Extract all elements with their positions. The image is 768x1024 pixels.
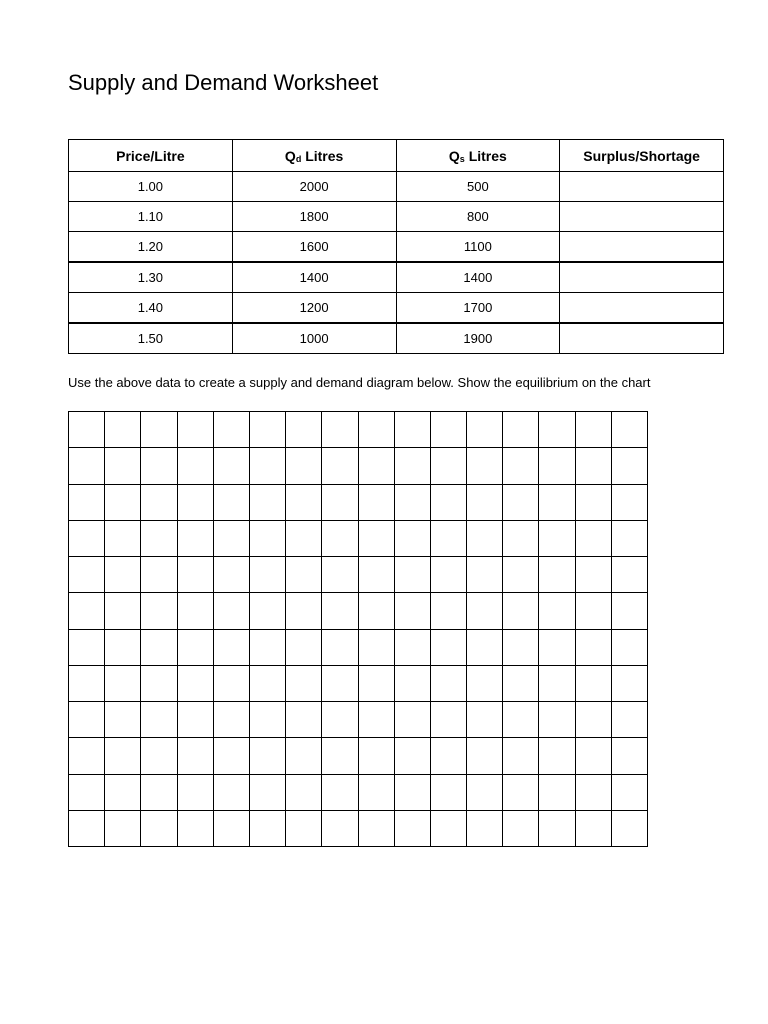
grid-cell[interactable]	[141, 665, 177, 701]
header-surplus-shortage: Surplus/Shortage	[560, 140, 724, 172]
grid-cell[interactable]	[430, 702, 466, 738]
grid-cell[interactable]	[322, 557, 358, 593]
grid-cell[interactable]	[177, 774, 213, 810]
grid-cell[interactable]	[539, 629, 575, 665]
grid-cell[interactable]	[249, 702, 285, 738]
grid-cell[interactable]	[611, 665, 647, 701]
table-row	[69, 232, 724, 263]
grid-cell[interactable]	[467, 412, 503, 448]
grid-cell[interactable]	[394, 448, 430, 484]
grid-cell[interactable]	[394, 810, 430, 846]
grid-cell[interactable]	[467, 520, 503, 556]
grid-cell[interactable]	[177, 738, 213, 774]
grid-cell[interactable]	[430, 593, 466, 629]
grid-row	[69, 520, 648, 556]
grid-cell[interactable]	[141, 593, 177, 629]
grid-cell[interactable]	[611, 412, 647, 448]
price-cell: 1.00	[69, 172, 233, 202]
grid-cell[interactable]	[358, 412, 394, 448]
grid-cell[interactable]	[394, 484, 430, 520]
grid-cell[interactable]	[213, 412, 249, 448]
grid-cell[interactable]	[611, 702, 647, 738]
grid-cell[interactable]	[177, 448, 213, 484]
grid-cell[interactable]	[69, 520, 105, 556]
grid-row	[69, 484, 648, 520]
grid-cell[interactable]	[322, 810, 358, 846]
grid-cell[interactable]	[430, 810, 466, 846]
grid-cell[interactable]	[611, 774, 647, 810]
grid-cell[interactable]	[322, 702, 358, 738]
grid-cell[interactable]	[105, 593, 141, 629]
grid-cell[interactable]	[249, 629, 285, 665]
table-row	[69, 202, 724, 232]
grid-cell[interactable]	[539, 448, 575, 484]
grid-cell[interactable]	[322, 484, 358, 520]
grid-cell[interactable]	[575, 810, 611, 846]
grid-cell[interactable]	[467, 665, 503, 701]
grid-cell[interactable]	[322, 412, 358, 448]
grid-cell[interactable]	[249, 665, 285, 701]
grid-cell[interactable]	[286, 412, 322, 448]
grid-cell[interactable]	[249, 593, 285, 629]
grid-row	[69, 412, 648, 448]
grid-cell[interactable]	[611, 520, 647, 556]
grid-cell[interactable]	[249, 484, 285, 520]
qd-cell: 1600	[232, 232, 396, 263]
grid-cell[interactable]	[286, 810, 322, 846]
grid-cell[interactable]	[105, 738, 141, 774]
grid-cell[interactable]	[69, 448, 105, 484]
grid-cell[interactable]	[467, 593, 503, 629]
grid-cell[interactable]	[467, 629, 503, 665]
grid-cell[interactable]	[503, 484, 539, 520]
grid-cell[interactable]	[213, 774, 249, 810]
grid-cell[interactable]	[141, 484, 177, 520]
grid-cell[interactable]	[105, 665, 141, 701]
grid-cell[interactable]	[430, 484, 466, 520]
grid-cell[interactable]	[322, 738, 358, 774]
qs-cell: 500	[396, 172, 560, 202]
grid-cell[interactable]	[503, 665, 539, 701]
surplus-cell[interactable]	[560, 202, 724, 232]
grid-cell[interactable]	[503, 520, 539, 556]
grid-cell[interactable]	[611, 593, 647, 629]
grid-cell[interactable]	[539, 665, 575, 701]
grid-cell[interactable]	[249, 412, 285, 448]
grid-cell[interactable]	[213, 557, 249, 593]
grid-cell[interactable]	[503, 448, 539, 484]
grid-cell[interactable]	[141, 738, 177, 774]
grid-cell[interactable]	[358, 774, 394, 810]
grid-cell[interactable]	[467, 557, 503, 593]
grid-cell[interactable]	[539, 738, 575, 774]
price-cell: 1.40	[69, 293, 233, 324]
grid-cell[interactable]	[213, 448, 249, 484]
grid-cell[interactable]	[105, 702, 141, 738]
grid-cell[interactable]	[177, 484, 213, 520]
grid-cell[interactable]	[213, 665, 249, 701]
grid-cell[interactable]	[575, 448, 611, 484]
price-cell: 1.10	[69, 202, 233, 232]
grid-cell[interactable]	[249, 557, 285, 593]
grid-cell[interactable]	[539, 593, 575, 629]
grid-cell[interactable]	[105, 557, 141, 593]
grid-row	[69, 774, 648, 810]
grid-cell[interactable]	[213, 810, 249, 846]
grid-cell[interactable]	[575, 665, 611, 701]
grid-cell[interactable]	[394, 774, 430, 810]
grid-cell[interactable]	[286, 738, 322, 774]
header-quantity-demanded	[232, 140, 396, 172]
grid-cell[interactable]	[213, 702, 249, 738]
grid-cell[interactable]	[141, 702, 177, 738]
table-row	[69, 323, 724, 354]
grid-cell[interactable]	[394, 702, 430, 738]
grid-row	[69, 448, 648, 484]
grid-cell[interactable]	[575, 557, 611, 593]
table-header-row	[69, 140, 724, 172]
grid-cell[interactable]	[249, 810, 285, 846]
grid-cell[interactable]	[467, 774, 503, 810]
grid-cell[interactable]	[539, 810, 575, 846]
grid-cell[interactable]	[213, 593, 249, 629]
grid-cell[interactable]	[286, 448, 322, 484]
grid-cell[interactable]	[358, 484, 394, 520]
grid-cell[interactable]	[69, 702, 105, 738]
grid-cell[interactable]	[322, 774, 358, 810]
grid-cell[interactable]	[503, 774, 539, 810]
grid-cell[interactable]	[286, 629, 322, 665]
grid-cell[interactable]	[611, 557, 647, 593]
grid-cell[interactable]	[467, 738, 503, 774]
qd-subscript: d	[295, 153, 302, 164]
grid-cell[interactable]	[286, 484, 322, 520]
grid-cell[interactable]	[69, 629, 105, 665]
grid-row	[69, 810, 648, 846]
grid-cell[interactable]	[213, 484, 249, 520]
grid-cell[interactable]	[177, 629, 213, 665]
grid-cell[interactable]	[286, 593, 322, 629]
qd-cell: 1800	[232, 202, 396, 232]
grid-cell[interactable]	[105, 484, 141, 520]
grid-cell[interactable]	[213, 738, 249, 774]
grid-cell[interactable]	[141, 774, 177, 810]
grid-row	[69, 629, 648, 665]
surplus-cell[interactable]	[560, 172, 724, 202]
price-cell: 1.30	[69, 262, 233, 293]
grid-cell[interactable]	[394, 593, 430, 629]
grid-cell[interactable]	[575, 702, 611, 738]
qs-cell: 1900	[396, 323, 560, 354]
grid-cell[interactable]	[539, 702, 575, 738]
graph-grid[interactable]	[68, 411, 648, 847]
grid-cell[interactable]	[105, 774, 141, 810]
qs-unit: Litres	[464, 147, 507, 164]
grid-cell[interactable]	[611, 484, 647, 520]
grid-cell[interactable]	[322, 520, 358, 556]
grid-cell[interactable]	[467, 702, 503, 738]
header-price: Price/Litre	[69, 140, 233, 172]
grid-cell[interactable]	[141, 520, 177, 556]
grid-cell[interactable]	[575, 774, 611, 810]
grid-cell[interactable]	[394, 520, 430, 556]
grid-cell[interactable]	[69, 810, 105, 846]
grid-cell[interactable]	[503, 593, 539, 629]
grid-cell[interactable]	[69, 412, 105, 448]
grid-cell[interactable]	[539, 520, 575, 556]
grid-cell[interactable]	[503, 412, 539, 448]
grid-cell[interactable]	[213, 629, 249, 665]
grid-cell[interactable]	[105, 448, 141, 484]
qd-symbol: Q	[284, 147, 296, 164]
grid-cell[interactable]	[105, 810, 141, 846]
supply-demand-table	[68, 139, 724, 354]
grid-cell[interactable]	[575, 520, 611, 556]
grid-cell[interactable]	[539, 557, 575, 593]
grid-cell[interactable]	[575, 738, 611, 774]
grid-cell[interactable]	[503, 702, 539, 738]
qs-symbol: Q	[448, 147, 460, 164]
grid-cell[interactable]	[249, 738, 285, 774]
grid-cell[interactable]	[141, 810, 177, 846]
grid-cell[interactable]	[430, 520, 466, 556]
surplus-cell[interactable]	[560, 262, 724, 293]
grid-cell[interactable]	[467, 448, 503, 484]
grid-cell[interactable]	[358, 448, 394, 484]
page-title: Supply and Demand Worksheet	[68, 70, 379, 95]
surplus-cell[interactable]	[560, 293, 724, 324]
grid-cell[interactable]	[575, 484, 611, 520]
grid-cell[interactable]	[430, 665, 466, 701]
qd-unit: Litres	[301, 147, 344, 164]
surplus-cell[interactable]	[560, 232, 724, 263]
grid-cell[interactable]	[394, 738, 430, 774]
grid-cell[interactable]	[430, 774, 466, 810]
instructions-text: Use the above data to create a supply and demand diagram below. Show the equilibrium on the chart	[68, 375, 651, 390]
grid-cell[interactable]	[503, 738, 539, 774]
grid-cell[interactable]	[358, 665, 394, 701]
grid-cell[interactable]	[539, 412, 575, 448]
grid-cell[interactable]	[177, 557, 213, 593]
grid-cell[interactable]	[539, 774, 575, 810]
grid-cell[interactable]	[322, 665, 358, 701]
price-cell: 1.50	[69, 323, 233, 354]
grid-cell[interactable]	[322, 593, 358, 629]
grid-cell[interactable]	[575, 629, 611, 665]
grid-cell[interactable]	[503, 629, 539, 665]
grid-cell[interactable]	[177, 702, 213, 738]
grid-cell[interactable]	[69, 774, 105, 810]
grid-cell[interactable]	[249, 520, 285, 556]
grid-cell[interactable]	[467, 484, 503, 520]
grid-cell[interactable]	[177, 520, 213, 556]
grid-cell[interactable]	[141, 629, 177, 665]
grid-cell[interactable]	[358, 810, 394, 846]
qs-subscript: s	[459, 153, 465, 164]
grid-cell[interactable]	[394, 665, 430, 701]
grid-cell[interactable]	[467, 810, 503, 846]
grid-cell[interactable]	[141, 557, 177, 593]
grid-cell[interactable]	[575, 412, 611, 448]
surplus-cell[interactable]	[560, 323, 724, 354]
grid-cell[interactable]	[394, 557, 430, 593]
grid-cell[interactable]	[611, 810, 647, 846]
qd-cell: 1200	[232, 293, 396, 324]
grid-cell[interactable]	[394, 629, 430, 665]
header-quantity-supplied	[396, 140, 560, 172]
grid-cell[interactable]	[430, 629, 466, 665]
grid-cell[interactable]	[69, 593, 105, 629]
grid-cell[interactable]	[213, 520, 249, 556]
grid-cell[interactable]	[105, 412, 141, 448]
grid-cell[interactable]	[358, 702, 394, 738]
grid-cell[interactable]	[69, 557, 105, 593]
grid-cell[interactable]	[177, 810, 213, 846]
qs-cell: 1700	[396, 293, 560, 324]
table-row	[69, 293, 724, 324]
grid-cell[interactable]	[575, 593, 611, 629]
grid-cell[interactable]	[611, 448, 647, 484]
grid-cell[interactable]	[69, 484, 105, 520]
grid-cell[interactable]	[322, 448, 358, 484]
table-row	[69, 262, 724, 293]
grid-cell[interactable]	[177, 665, 213, 701]
grid-cell[interactable]	[141, 448, 177, 484]
qd-cell: 1400	[232, 262, 396, 293]
grid-cell[interactable]	[611, 629, 647, 665]
grid-row	[69, 738, 648, 774]
grid-cell[interactable]	[105, 520, 141, 556]
grid-row	[69, 702, 648, 738]
grid-cell[interactable]	[430, 412, 466, 448]
qs-cell: 1400	[396, 262, 560, 293]
grid-cell[interactable]	[69, 738, 105, 774]
grid-cell[interactable]	[503, 810, 539, 846]
grid-cell[interactable]	[177, 412, 213, 448]
qs-cell: 800	[396, 202, 560, 232]
grid-cell[interactable]	[358, 593, 394, 629]
price-cell: 1.20	[69, 232, 233, 263]
grid-cell[interactable]	[69, 665, 105, 701]
grid-cell[interactable]	[286, 520, 322, 556]
grid-cell[interactable]	[611, 738, 647, 774]
qd-cell: 1000	[232, 323, 396, 354]
qs-cell: 1100	[396, 232, 560, 263]
grid-cell[interactable]	[141, 412, 177, 448]
grid-cell[interactable]	[358, 520, 394, 556]
grid-cell[interactable]	[358, 557, 394, 593]
grid-cell[interactable]	[105, 629, 141, 665]
grid-cell[interactable]	[358, 738, 394, 774]
grid-cell[interactable]	[430, 738, 466, 774]
grid-cell[interactable]	[539, 484, 575, 520]
grid-cell[interactable]	[286, 774, 322, 810]
qd-cell: 2000	[232, 172, 396, 202]
grid-row	[69, 665, 648, 701]
grid-cell[interactable]	[249, 448, 285, 484]
grid-row	[69, 593, 648, 629]
grid-cell[interactable]	[430, 448, 466, 484]
grid-cell[interactable]	[286, 557, 322, 593]
grid-cell[interactable]	[286, 702, 322, 738]
table-row	[69, 172, 724, 202]
grid-cell[interactable]	[358, 629, 394, 665]
grid-row	[69, 557, 648, 593]
grid-cell[interactable]	[503, 557, 539, 593]
grid-cell[interactable]	[249, 774, 285, 810]
grid-cell[interactable]	[177, 593, 213, 629]
grid-cell[interactable]	[322, 629, 358, 665]
grid-cell[interactable]	[430, 557, 466, 593]
grid-cell[interactable]	[286, 665, 322, 701]
grid-cell[interactable]	[394, 412, 430, 448]
